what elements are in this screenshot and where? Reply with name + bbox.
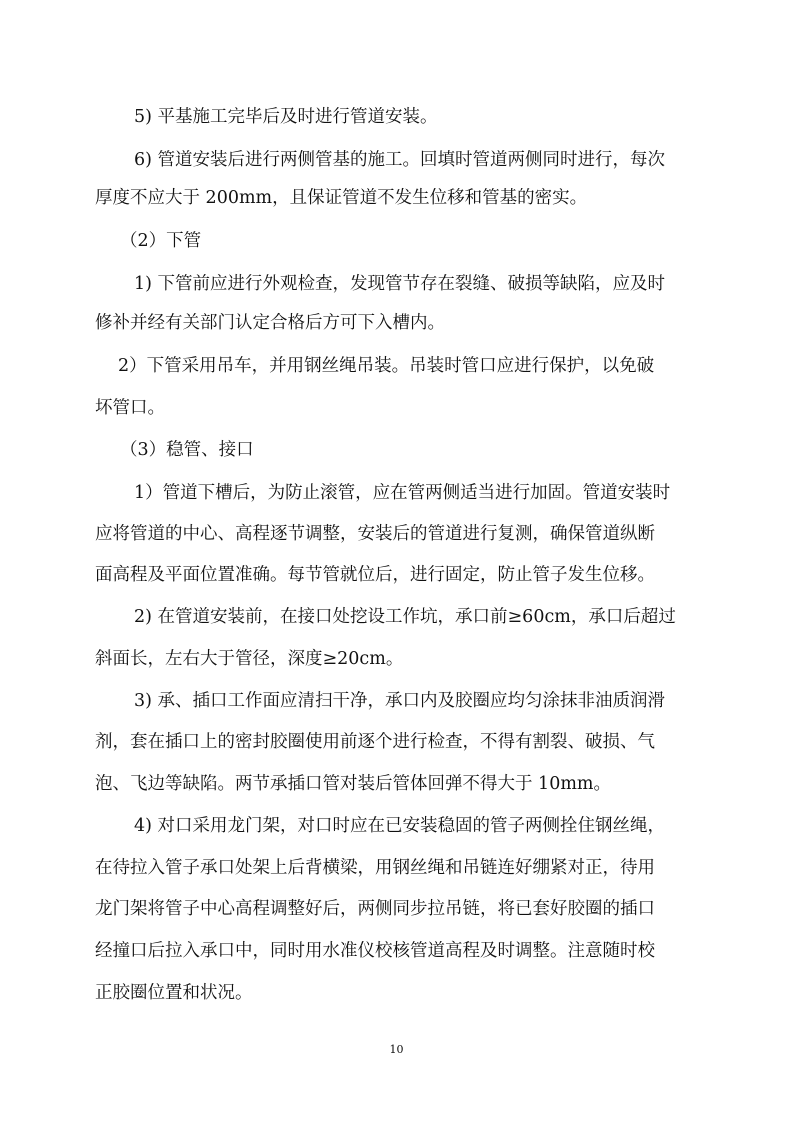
text-line: 坏管口。 xyxy=(95,398,165,418)
text-line: 经撞口后拉入承口中，同时用水准仪校核管道高程及时调整。注意随时校 xyxy=(95,941,655,961)
text-line: 1) 下管前应进行外观检查，发现管节存在裂缝、破损等缺陷，应及时 xyxy=(134,274,666,294)
text-line: 剂，套在插口上的密封胶圈使用前逐个进行检查，不得有割裂、破损、气 xyxy=(95,732,655,752)
text-line: 5) 平基施工完毕后及时进行管道安装。 xyxy=(134,107,438,127)
page-number: 10 xyxy=(389,1043,404,1056)
subsection-heading: （2）下管 xyxy=(120,231,202,251)
text-line: 龙门架将管子中心高程调整好后，两侧同步拉吊链，将已套好胶圈的插口 xyxy=(95,899,655,919)
text-line: 4) 对口采用龙门架，对口时应在已安装稳固的管子两侧拴住钢丝绳， xyxy=(134,816,666,836)
text-line: 3) 承、插口工作面应清扫干净，承口内及胶圈应均匀涂抹非油质润滑 xyxy=(134,691,666,711)
text-line: 1）管道下槽后，为防止滚管，应在管两侧适当进行加固。管道安装时 xyxy=(134,483,671,503)
text-line: 斜面长，左右大于管径，深度≥20cm。 xyxy=(95,649,404,669)
text-line: 面高程及平面位置准确。每节管就位后，进行固定，防止管子发生位移。 xyxy=(95,565,655,585)
text-line: 在待拉入管子承口处架上后背横梁，用钢丝绳和吊链连好绷紧对正，待用 xyxy=(95,858,655,878)
text-line: 泡、飞边等缺陷。两节承插口管对装后管体回弹不得大于 10mm。 xyxy=(95,774,612,794)
text-line: 正胶圈位置和状况。 xyxy=(95,983,253,1003)
text-line: 6) 管道安装后进行两侧管基的施工。回填时管道两侧同时进行，每次 xyxy=(134,150,666,170)
text-line: 2) 在管道安装前，在接口处挖设工作坑，承口前≥60cm，承口后超过 xyxy=(134,607,676,627)
text-line: 厚度不应大于 200mm，且保证管道不发生位移和管基的密实。 xyxy=(95,188,588,208)
text-line: 修补并经有关部门认定合格后方可下入槽内。 xyxy=(95,313,445,333)
text-line: 应将管道的中心、高程逐节调整，安装后的管道进行复测，确保管道纵断 xyxy=(95,524,655,544)
subsection-heading: （3）稳管、接口 xyxy=(120,440,254,460)
text-line: 2）下管采用吊车，并用钢丝绳吊装。吊装时管口应进行保护，以免破 xyxy=(118,356,655,376)
